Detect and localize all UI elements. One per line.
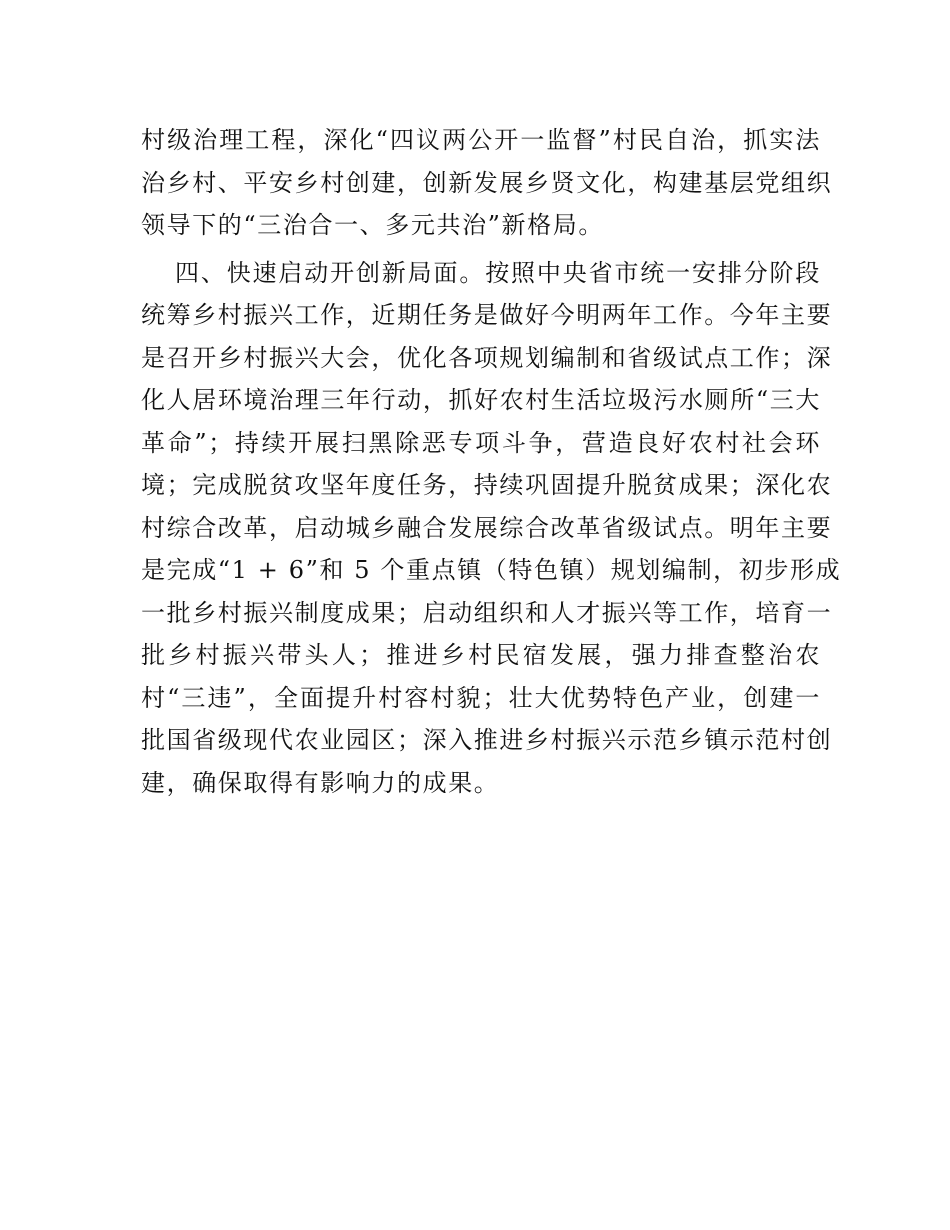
paragraph-line: 境；完成脱贫攻坚年度任务，持续巩固提升脱贫成果；深化农	[141, 471, 833, 499]
paragraph-line: 建，确保取得有影响力的成果。	[141, 768, 500, 797]
paragraph-line: 统筹乡村振兴工作，近期任务是做好今明两年工作。今年主要	[141, 301, 833, 329]
paragraph-line: 是召开乡村振兴大会，优化各项规划编制和省级试点工作；深	[141, 343, 833, 372]
paragraph-line: 治乡村、平安乡村创建，创新发展乡贤文化，构建基层党组织	[141, 168, 833, 197]
document-body	[141, 119, 842, 804]
paragraph-line: 批乡村振兴带头人；推进乡村民宿发展，强力排查整治农	[141, 641, 821, 669]
paragraph-line: 批国省级现代农业园区；深入推进乡村振兴示范乡镇示范村创	[141, 726, 833, 754]
paragraph-line: 村级治理工程，深化“四议两公开一监督”村民自治，抓实法	[141, 126, 821, 154]
paragraph-line: 革命”；持续开展扫黑除恶专项斗争，营造良好农村社会环	[141, 428, 821, 457]
paragraph-line: 领导下的“三治合一、多元共治”新格局。	[141, 211, 604, 239]
paragraph-line: 村综合改革，启动城乡融合发展综合改革省级试点。明年主要	[141, 513, 833, 542]
paragraph-line: 是完成“1 + 6”和 5 个重点镇（特色镇）规划编制，初步形成	[141, 556, 842, 584]
paragraph-line: 一批乡村振兴制度成果；启动组织和人才振兴等工作，培育一	[141, 598, 833, 627]
paragraph-1	[141, 119, 833, 247]
paragraph-line: 四、快速启动开创新局面。按照中央省市统一安排分阶段	[175, 258, 821, 287]
paragraph-line: 化人居环境治理三年行动，抓好农村生活垃圾污水厕所“三大	[141, 386, 821, 414]
paragraph-line: 村“三违”，全面提升村容村貌；壮大优势特色产业，创建一	[141, 683, 821, 712]
paragraph-2	[141, 252, 842, 805]
